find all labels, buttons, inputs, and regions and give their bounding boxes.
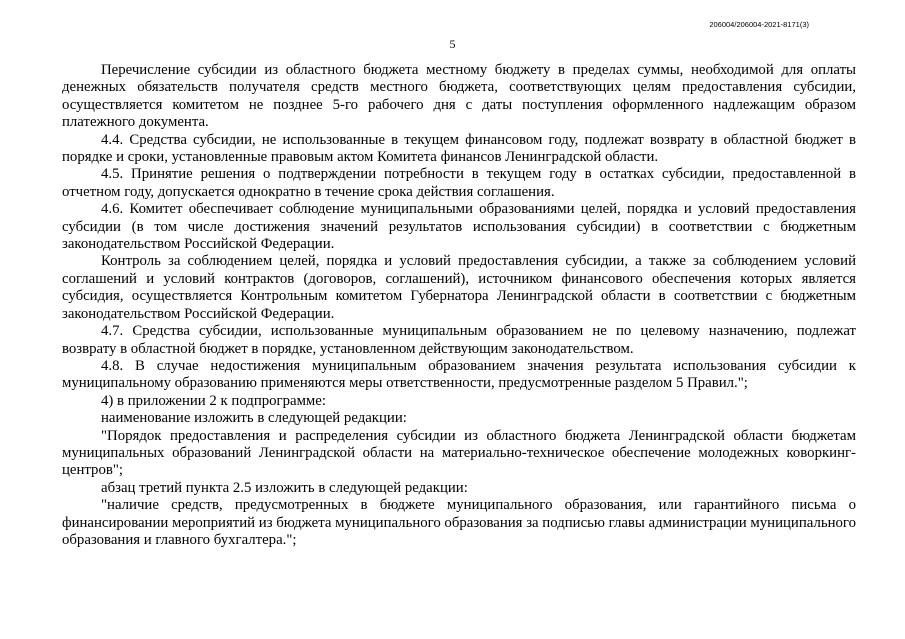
document-id: 206004/206004-2021-8171(3) <box>709 20 809 29</box>
paragraph-appendix-2: 4) в приложении 2 к подпрограмме: <box>101 392 326 409</box>
paragraph-new-name: "Порядок предоставления и распределения субсидии из областного бюджета Ленинградской области бюджетам муниципальных образований Ленинградской области на материально-техническое обеспечение молодежных коворкинг-центров"; <box>62 427 856 479</box>
paragraph-4-6: 4.6. Комитет обеспечивает соблюдение муниципальными образованиями целей, порядка и условий предоставления субсидии (в том числе достижения значений результатов использования субсидии) в соответствии с бюджетным законодательством Российской Федерации. <box>62 201 856 253</box>
paragraph-clause-2-5: абзац третий пункта 2.5 изложить в следующей редакции: <box>101 479 468 496</box>
paragraph-transfer: Перечисление субсидии из областного бюджета местному бюджету в пределах суммы, необходимой для оплаты денежных обязательств получателя средств местного бюджета, соответствующих целям предоставления субсидии, осуществляется комитетом не позднее 5-го рабочего дня с даты поступления оформленного надлежащим образом платежного документа. <box>62 62 856 131</box>
paragraph-4-8: 4.8. В случае недостижения муниципальным образованием значения результата использования субсидии к муниципальному образованию применяются меры ответственности, предусмотренные разделом 5 Правил."; <box>62 357 856 392</box>
paragraph-name-edit: наименование изложить в следующей редакции: <box>101 410 407 427</box>
paragraph-4-7: 4.7. Средства субсидии, использованные муниципальным образованием не по целевому назначению, подлежат возврату в областной бюджет в порядке, установленном действующим законодательством. <box>62 323 856 357</box>
page-number: 5 <box>449 37 456 51</box>
document-body <box>62 62 856 549</box>
paragraph-4-4: 4.4. Средства субсидии, не использованные в текущем финансовом году, подлежат возврату в областной бюджет в порядке и сроки, установленные правовым актом Комитета финансов Ленинградской области. <box>62 131 856 166</box>
paragraph-control: Контроль за соблюдением целей, порядка и условий предоставления субсидии, а также за соблюдением условий соглашений и условий контрактов (договоров, соглашений), источником финансового обеспечения которых является субсидия, осуществляется Контрольным комитетом Губернатора Ленинградской области в соответствии с бюджетным законодательством Российской Федерации. <box>62 253 856 322</box>
paragraph-4-5: 4.5. Принятие решения о подтверждении потребности в текущем году в остатках субсидии, предоставленной в отчетном году, допускается однократно в течение срока действия соглашения. <box>62 166 856 200</box>
paragraph-new-clause: "наличие средств, предусмотренных в бюджете муниципального образования, или гарантийного письма о финансировании мероприятий из бюджета муниципального образования за подписью главы администрации муниципального образования и главного бухгалтера."; <box>62 497 856 548</box>
